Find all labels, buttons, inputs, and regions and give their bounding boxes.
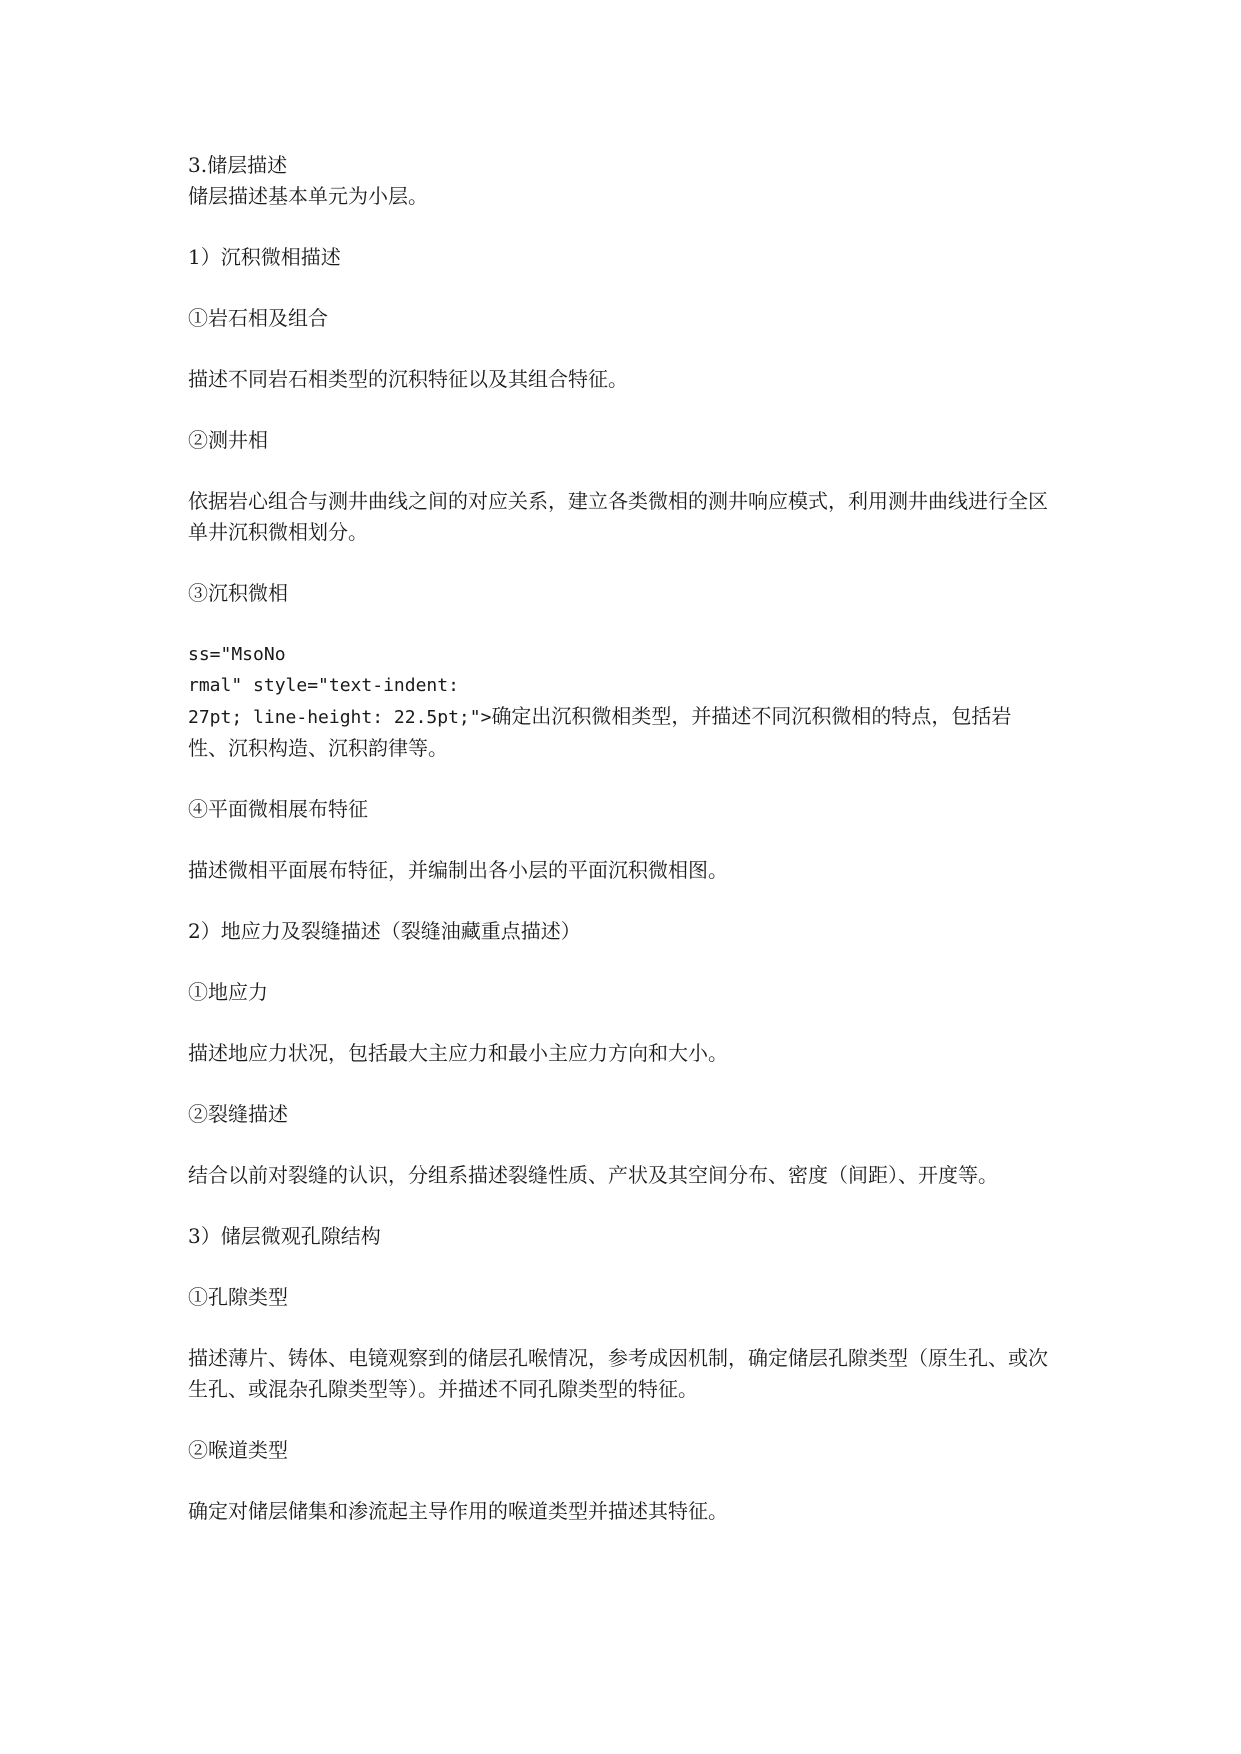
section-heading: 3.储层描述 [188, 153, 288, 177]
item-logfacies-text: 依据岩心组合与测井曲线之间的对应关系，建立各类微相的测井响应模式，利用测井曲线进行全区单井沉积微相划分。 [188, 489, 1048, 544]
subsection-2-title: 2）地应力及裂缝描述（裂缝油藏重点描述） [188, 919, 581, 943]
item-fracture-text: 结合以前对裂缝的认识，分组系描述裂缝性质、产状及其空间分布、密度（间距）、开度等。 [188, 1163, 998, 1187]
intro-text: 储层描述基本单元为小层。 [188, 184, 428, 208]
item-in-situ-stress-text: 描述地应力状况，包括最大主应力和最小主应力方向和大小。 [188, 1041, 728, 1065]
item-logfacies-title: ②测井相 [188, 428, 268, 452]
item-in-situ-stress-title: ①地应力 [188, 980, 268, 1004]
microfacies-text-part-b: 性、沉积构造、沉积韵律等。 [188, 736, 448, 760]
stray-markup-fragment: 27pt; line-height: 22.5pt;"> [188, 707, 492, 728]
document-body [188, 150, 1058, 1527]
item-lithofacies-text: 描述不同岩石相类型的沉积特征以及其组合特征。 [188, 367, 628, 391]
item-pore-type-title: ①孔隙类型 [188, 1285, 288, 1309]
item-plane-distribution-title: ④平面微相展布特征 [188, 797, 368, 821]
item-throat-type-text: 确定对储层储集和渗流起主导作用的喉道类型并描述其特征。 [188, 1499, 728, 1523]
stray-markup-line-3 [188, 701, 1058, 733]
item-pore-type-text: 描述薄片、铸体、电镜观察到的储层孔喉情况，参考成因机制，确定储层孔隙类型（原生孔、或次生孔、或混杂孔隙类型等）。并描述不同孔隙类型的特征。 [188, 1346, 1048, 1401]
item-microfacies-title: ③沉积微相 [188, 581, 288, 605]
item-microfacies-body [188, 639, 1058, 764]
subsection-3-title: 3）储层微观孔隙结构 [188, 1224, 381, 1248]
item-plane-distribution-text: 描述微相平面展布特征，并编制出各小层的平面沉积微相图。 [188, 858, 728, 882]
item-fracture-title: ②裂缝描述 [188, 1102, 288, 1126]
stray-markup-line-2: rmal" style="text-indent: [188, 675, 459, 696]
subsection-1-title: 1）沉积微相描述 [188, 245, 341, 269]
microfacies-text-part-a: 确定出沉积微相类型，并描述不同沉积微相的特点，包括岩 [491, 704, 1012, 728]
stray-markup-line-1: ss="MsoNo [188, 644, 286, 665]
item-lithofacies-title: ①岩石相及组合 [188, 306, 328, 330]
item-throat-type-title: ②喉道类型 [188, 1438, 288, 1462]
